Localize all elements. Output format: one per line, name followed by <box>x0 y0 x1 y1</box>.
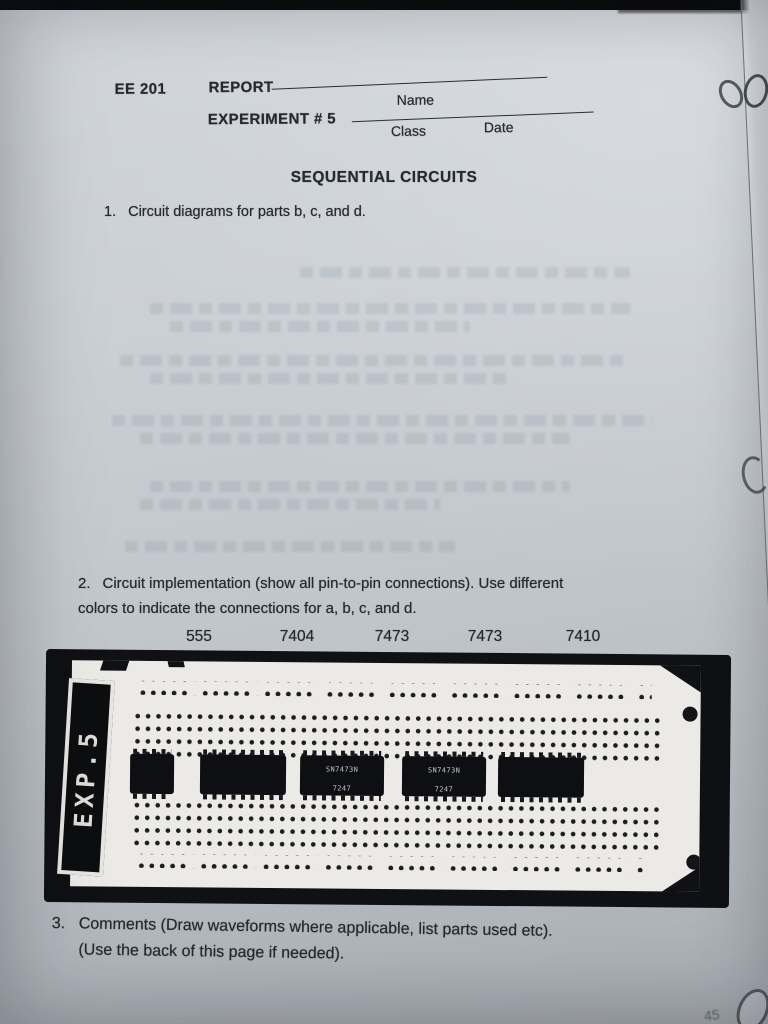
bleedthrough-artifact <box>112 415 652 426</box>
binder-ring <box>730 984 768 1024</box>
page-number: 45 <box>703 1006 721 1024</box>
item-3-line2: (Use the back of this page if needed). <box>78 941 345 963</box>
item-3-line1: Comments (Draw waveforms where applicable, list parts used etc). <box>78 915 553 940</box>
ic-chip-marking: SN7473N <box>427 766 461 775</box>
bleedthrough-artifact <box>125 541 455 552</box>
item-2-line1: Circuit implementation (show all pin-to-pin connections). Use different <box>102 575 564 592</box>
chip-label-7473-a: 7473 <box>374 628 410 645</box>
breadboard-figure <box>44 649 731 908</box>
item-3 <box>51 911 553 971</box>
item-1-text: Circuit diagrams for parts b, c, and d. <box>128 204 366 220</box>
bleedthrough-artifact <box>170 321 470 332</box>
bleedthrough-artifact <box>140 433 570 444</box>
bleedthrough-artifact <box>150 303 630 314</box>
course-code: EE 201 <box>114 80 167 98</box>
name-caption: Name <box>396 91 435 108</box>
item-2-number: 2. <box>78 575 91 592</box>
page-edge <box>740 0 768 1024</box>
item-3-number: 3. <box>51 914 66 933</box>
bleedthrough-artifact <box>300 267 630 278</box>
exp-5-side-label-text: EXP.5 <box>68 726 104 829</box>
ic-chip-7473-a <box>300 755 384 796</box>
item-2 <box>78 571 563 621</box>
chip-label-7404: 7404 <box>279 628 315 645</box>
bleedthrough-artifact <box>120 355 630 366</box>
ic-chip-555 <box>130 754 174 794</box>
power-rail-bottom <box>134 854 644 872</box>
class-date-underline <box>352 112 594 123</box>
ic-chip-marking: 7247 <box>332 784 352 793</box>
bleedthrough-artifact <box>150 373 510 384</box>
bleedthrough-artifact <box>140 499 440 510</box>
edge-notch <box>167 660 185 667</box>
item-1-number: 1. <box>104 204 117 220</box>
chip-label-7473-b: 7473 <box>467 628 503 645</box>
chip-label-555: 555 <box>186 628 212 645</box>
report-label: REPORT <box>208 78 274 97</box>
breadboard-surface <box>70 660 701 891</box>
power-rail-top <box>136 681 652 700</box>
edge-notch <box>100 660 130 670</box>
item-1 <box>104 204 366 220</box>
ic-chip-7410 <box>498 757 584 798</box>
class-caption: Class <box>390 122 426 139</box>
chip-label-7410: 7410 <box>565 628 601 645</box>
corner-notch <box>657 663 701 693</box>
date-caption: Date <box>483 119 514 136</box>
ic-chip-marking: SN7473N <box>325 765 359 774</box>
experiment-label: EXPERIMENT # 5 <box>207 110 337 129</box>
item-2-line2: colors to indicate the connections for a, b, c, and d. <box>78 600 417 617</box>
binding-post-top <box>683 707 698 722</box>
tie-point-block-bottom <box>129 797 659 854</box>
binding-post-bottom <box>686 855 701 870</box>
ic-chip-7473-b <box>402 756 486 797</box>
ic-chip-7404 <box>200 754 286 795</box>
bleedthrough-artifact <box>150 481 570 492</box>
page-title: SEQUENTIAL CIRCUITS <box>290 169 478 186</box>
ic-chip-marking: 7247 <box>434 785 454 794</box>
name-underline <box>272 77 548 90</box>
